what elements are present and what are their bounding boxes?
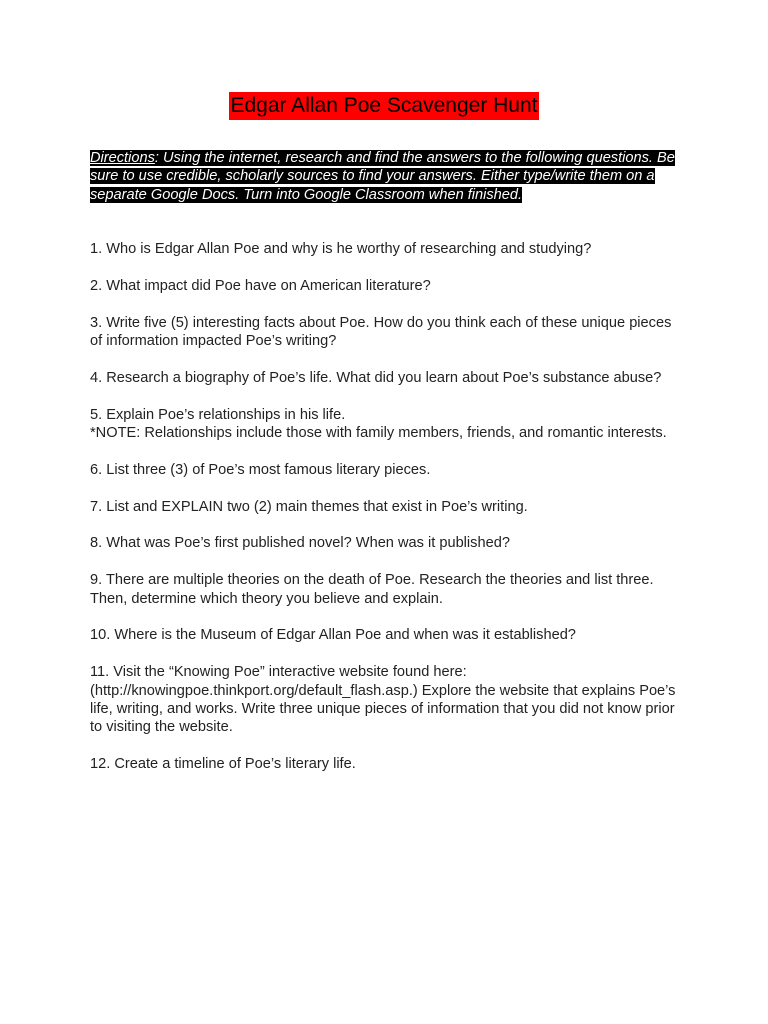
directions-text: : Using the internet, research and find the answers to the following questions. Be sure to use credible, scholarly sources to find your answers. Either type/write them on a separate Google Docs. Turn into Google Classroom when finished. <box>90 150 675 203</box>
question-text: 2. What impact did Poe have on American literature? <box>90 277 431 294</box>
document-title: Edgar Allan Poe Scavenger Hunt <box>229 92 538 120</box>
title-container <box>0 92 768 120</box>
question-item <box>90 406 682 443</box>
question-text: 7. List and EXPLAIN two (2) main themes that exist in Poe’s writing. <box>90 498 528 515</box>
question-item <box>90 626 682 644</box>
question-item <box>90 663 682 737</box>
question-text: 10. Where is the Museum of Edgar Allan Poe and when was it established? <box>90 627 576 644</box>
directions-paragraph <box>90 149 680 204</box>
question-text: 9. There are multiple theories on the death of Poe. Research the theories and list three. Then, determine which theory you believe and explain. <box>90 572 654 607</box>
question-list <box>90 240 682 792</box>
question-text: 8. What was Poe’s first published novel? When was it published? <box>90 535 510 552</box>
question-item <box>90 498 682 516</box>
question-item <box>90 571 682 608</box>
question-text: 12. Create a timeline of Poe’s literary life. <box>90 756 356 773</box>
question-note: *NOTE: Relationships include those with family members, friends, and romantic interests. <box>90 425 667 441</box>
question-item <box>90 240 682 258</box>
question-text: 11. Visit the “Knowing Poe” interactive website found here: (http://knowingpoe.thinkport.org/default_flash.asp.) Explore the website that explains Poe’s life, writing, and works. Write three unique pieces of information that you did not know prior to visiting the website. <box>90 664 676 736</box>
question-text: 3. Write five (5) interesting facts about Poe. How do you think each of these unique pieces of information impacted Poe’s writing? <box>90 314 672 349</box>
question-text: 5. Explain Poe’s relationships in his life. <box>90 406 346 423</box>
question-item <box>90 314 682 351</box>
question-text: 1. Who is Edgar Allan Poe and why is he worthy of researching and studying? <box>90 241 592 257</box>
question-text: 4. Research a biography of Poe’s life. What did you learn about Poe’s substance abuse? <box>90 369 662 386</box>
question-item <box>90 534 682 552</box>
question-item <box>90 369 682 387</box>
question-item <box>90 755 682 773</box>
question-item <box>90 277 682 295</box>
question-text: 6. List three (3) of Poe’s most famous literary pieces. <box>90 461 431 478</box>
question-item <box>90 461 682 479</box>
directions-label: Directions <box>90 150 155 166</box>
